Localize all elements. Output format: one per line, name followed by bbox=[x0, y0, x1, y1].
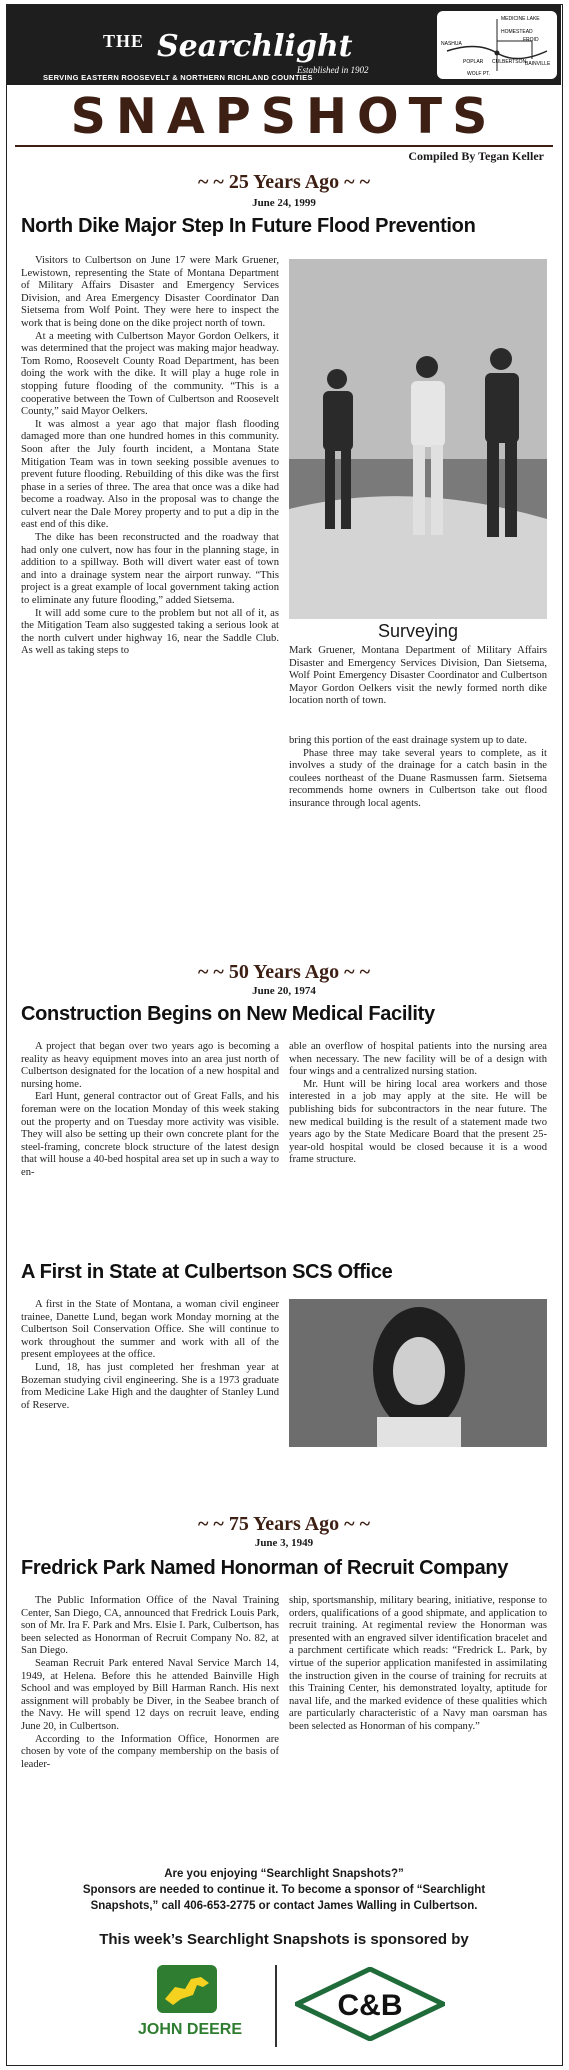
headline-50b: A First in State at Culbertson SCS Office bbox=[21, 1261, 393, 1283]
headline-75: Fredrick Park Named Honorman of Recruit Company bbox=[21, 1557, 509, 1579]
map-town: BAINVILLE bbox=[525, 61, 551, 67]
masthead-serving: SERVING EASTERN ROOSEVELT & NORTHERN RICHLAND COUNTIES bbox=[43, 73, 313, 82]
paragraph: bring this portion of the east drainage system up to date. bbox=[289, 735, 528, 746]
paragraph: Earl Hunt, general contractor out of Great Falls, and his foreman were on the location Monday of this week staking out the property and on Tuesday more activity was visible. They will also be setting up their own concrete plant for the steel-framing, concrete block structure of the latest design that will house a 40-bed hospital area set up in such a way to en- bbox=[21, 1091, 279, 1178]
paragraph: ship, sportsmanship, military bearing, initiative, response to orders, qualifications of a good shipmate, and application to recruit training. At regimental review the Honorman was presented with an engraved silver identification bracelet and a parchment certificate which reads: “Fredrick L. Park, by virtue of the superior application manifested in assimilating the instruction given in the course of training for recruits at this Training Center, his demonstrated loyalty, aptitude for naval life, and the marked evidence of these qualities which are particularly characteristic of a Navy man oarsman has been selected as Honorman of his company.” bbox=[289, 1595, 547, 1732]
map-town: NASHUA bbox=[441, 41, 462, 47]
newspaper-page bbox=[6, 4, 563, 2066]
title-rule bbox=[15, 145, 553, 147]
date-25: June 24, 1999 bbox=[252, 197, 316, 209]
article-50b-col bbox=[21, 1299, 279, 1412]
sponsor-divider bbox=[275, 1965, 277, 2047]
paragraph: The Public Information Office of the Naval Training Center, San Diego, CA, announced that Fredrick Louis Park, son of Mr. Ira F. Park and Mrs. Elsie I. Park, Culbertson, has been selected as Honorman of Recruit Company No. 82, at San Diego. bbox=[21, 1595, 279, 1657]
masthead-the: THE bbox=[103, 31, 145, 51]
article-25-col1 bbox=[21, 255, 279, 658]
footer-line2: Sponsors are needed to continue it. To become a sponsor of “Searchlight bbox=[82, 1884, 486, 1896]
footer-question: Are you enjoying “Searchlight Snapshots?” bbox=[164, 1868, 404, 1880]
date-50: June 20, 1974 bbox=[252, 985, 316, 997]
paragraph: able an overflow of hospital patients into the nursing area when necessary. The new facility will be of a design with four wings and a centralized nursing station. bbox=[289, 1041, 547, 1078]
years-ago-25: ~ ~ 25 Years Ago ~ ~ bbox=[198, 171, 370, 193]
paragraph: Mr. Hunt will be hiring local area workers and those interested in a job may apply at the site. He will be publishing bids for subcontractors in the near future. The new medical building is the result of a statement made two years ago by the State Medicare Board that the present 25-year-old hospital would be closed because it is a wood frame structure. bbox=[289, 1078, 547, 1166]
map-town: FROID bbox=[523, 37, 539, 43]
paragraph: It will add some cure to the problem but not all of it, as the Mitigation Team also suggested taking a serious look at the north culvert under highway 16, near the Saddle Club. As well as taking steps to bbox=[21, 607, 279, 657]
paragraph: According to the Information Office, Honormen are chosen by vote of the company membership on the basis of leader- bbox=[21, 1733, 279, 1770]
paragraph: At a meeting with Culbertson Mayor Gordon Oelkers, it was determined that the project was making major headway. Tom Romo, Roosevelt County Road Department, has been doing the work with the dike. It will play a huge role in stopping future flooding of the community. “This is a cooperative between the Town of Culbertson and Roosevelt County,” said Mayor Oelkers. bbox=[21, 330, 279, 418]
paragraph: A first in the State of Montana, a woman civil engineer trainee, Danette Lund, began work Monday morning at the Culbertson Soil Conservation Office. She will continue to work throughout the summer and work with all of the present employees at the office. bbox=[21, 1299, 279, 1361]
paragraph: Visitors to Culbertson on June 17 were Mark Gruener, Lewistown, representing the State of Montana Department of Military Affairs Disaster and Emergency Services Division, and Area Emergency Disaster Coordinator Dan Sietsema from Wolf Point. They were here to inspect the work that is being done on the dike project north of town. bbox=[21, 255, 279, 329]
paragraph: Lund, 18, has just completed her freshman year at Bozeman studying civil engineering. She is a 1973 graduate from Medicine Lake High and the daughter of Stanley Lund of Reserve. bbox=[21, 1361, 279, 1411]
caption-text: Mark Gruener, Montana Department of Military Affairs Disaster and Emergency Services Division, Dan Sietsema, Wolf Point Emergency Disaster Coordinator and Culbertson Mayor Gordon Oelkers visit the newly formed north dike location north of town. bbox=[289, 645, 547, 707]
photo-caption bbox=[289, 645, 547, 708]
article-75-col1 bbox=[21, 1595, 279, 1771]
map-town: WOLF PT. bbox=[467, 71, 491, 77]
map-town: CULBERTSON bbox=[492, 59, 527, 65]
masthead-established: Established in 1902 bbox=[297, 65, 369, 75]
compiled-by: Compiled By Tegan Keller bbox=[408, 149, 544, 163]
map-town: POPLAR bbox=[463, 59, 484, 65]
article-50-col1 bbox=[21, 1041, 279, 1180]
john-deere-logo-icon bbox=[157, 1965, 217, 2013]
map-town: MEDICINE LAKE bbox=[501, 16, 540, 22]
article-75-col2 bbox=[289, 1595, 547, 1734]
map-town: HOMESTEAD bbox=[501, 29, 533, 35]
paragraph: The dike has been reconstructed and the roadway that had only one culvert, now has four in the planning stage, in addition to a spillway. Both will divert water east of town and into a drainage system near the airport runway. “This project is a great example of local government taking action to eliminate any future flooding,” added Sietsema. bbox=[21, 532, 279, 607]
area-map-icon bbox=[437, 11, 557, 79]
photo-caption-title: Surveying bbox=[377, 621, 459, 641]
sponsor-john-deere: JOHN DEERE bbox=[137, 2021, 243, 2038]
sponsor-cb: C&B bbox=[337, 1989, 403, 2022]
paragraph: A project that began over two years ago is becoming a reality as heavy equipment moves into an area just north of Culbertson designated for the location of a new hospital and nursing home. bbox=[21, 1041, 279, 1090]
section-title: SNAPSHOTS bbox=[70, 88, 498, 145]
years-ago-75: ~ ~ 75 Years Ago ~ ~ bbox=[198, 1513, 370, 1535]
years-ago-50: ~ ~ 50 Years Ago ~ ~ bbox=[198, 961, 370, 983]
photo-surveying bbox=[289, 259, 547, 619]
photo-danette-lund bbox=[289, 1299, 547, 1447]
cb-logo bbox=[295, 1967, 445, 2041]
footer-line3: Snapshots,” call 406-653-2775 or contact James Walling in Culbertson. bbox=[90, 1900, 478, 1912]
article-25-col2 bbox=[289, 735, 547, 811]
paragraph: It was almost a year ago that major flash flooding damaged more than one hundred homes in this community. Soon after the July fourth incident, a Montana State Mitigation Team was in town seeking possible avenues to prevent future flooding. Rebuilding of this dike was the first phase in a series of three. The area that once was a dike had become a roadway. Also in the proposal was to change the culvert near the Dale Morey property and to put a dip in the east end of this dike. bbox=[21, 418, 279, 531]
date-75: June 3, 1949 bbox=[254, 1537, 314, 1549]
headline-50: Construction Begins on New Medical Facility bbox=[21, 1003, 435, 1025]
paragraph: Seaman Recruit Park entered Naval Service March 14, 1949, at Helena. Before this he attended Bainville High School and was employed by Bill Harman Ranch. His next assignment will probably be Diver, in the Seabee branch of the Navy. He will spend 12 days on recruit leave, ending June 20, in Culbertson. bbox=[21, 1657, 279, 1732]
footer-sponsored-by: This week’s Searchlight Snapshots is sponsored by bbox=[99, 1931, 469, 1948]
article-50-col2 bbox=[289, 1041, 547, 1167]
paragraph: Phase three may take several years to complete, as it involves a study of the drainage for a catch basin in the coulees northeast of the Duane Rasmussen farm. Sietsema recommends home owners in Culbertson take out flood insurance through local agents. bbox=[289, 747, 547, 809]
masthead-title: Searchlight bbox=[157, 29, 353, 64]
headline-25: North Dike Major Step In Future Flood Prevention bbox=[21, 215, 476, 237]
